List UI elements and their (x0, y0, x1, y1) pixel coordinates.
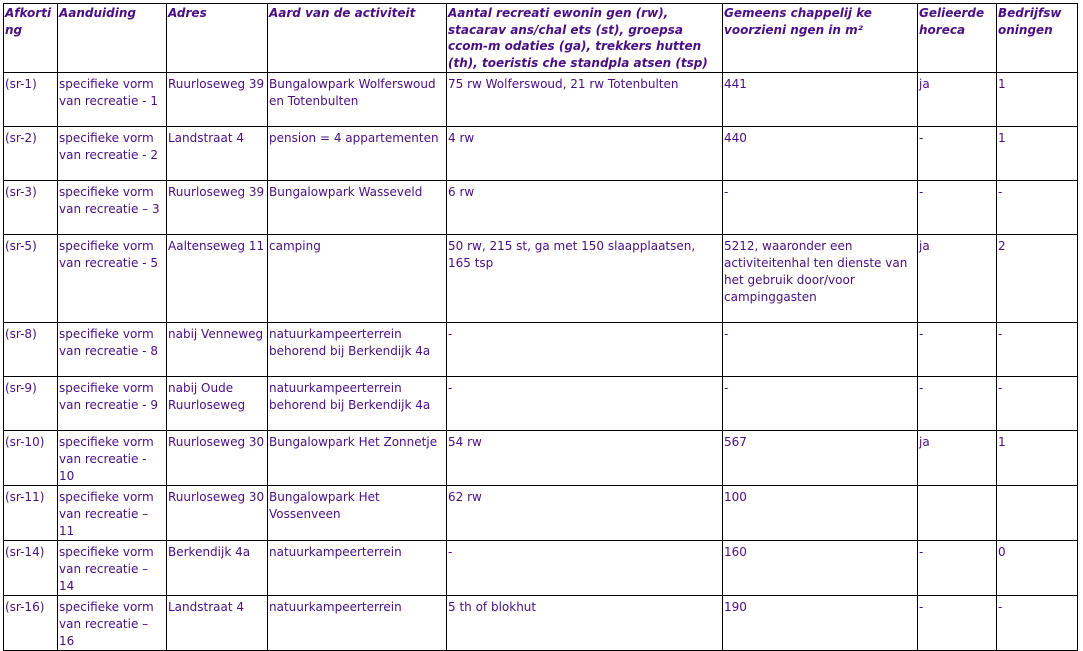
cell-aanduiding: specifieke vorm van recreatie – 3 (58, 181, 167, 235)
cell-adres: Ruurloseweg 39 (167, 181, 268, 235)
header-bedrijfswoningen: Bedrijfsw oningen (997, 4, 1078, 73)
cell-adres: nabij Oude Ruurloseweg (167, 377, 268, 431)
cell-bedrijfswoningen: 1 (997, 431, 1078, 486)
cell-aanduiding: specifieke vorm van recreatie - 2 (58, 127, 167, 181)
cell-voorzieningen: 441 (723, 73, 918, 127)
cell-horeca: - (918, 323, 997, 377)
cell-aanduiding: specifieke vorm van recreatie - 1 (58, 73, 167, 127)
cell-horeca: ja (918, 235, 997, 323)
cell-afkorting: (sr-2) (4, 127, 58, 181)
cell-aard: Bungalowpark Het Vossenveen (268, 486, 447, 541)
cell-aantal: 4 rw (447, 127, 723, 181)
cell-horeca: - (918, 181, 997, 235)
header-voorzieningen: Gemeens chappelij ke voorzieni ngen in m² (723, 4, 918, 73)
header-afkorting: Afkorti ng (4, 4, 58, 73)
cell-aantal: - (447, 323, 723, 377)
cell-voorzieningen: 5212, waaronder een activiteitenhal ten dienste van het gebruik door/voor campinggasten (723, 235, 918, 323)
cell-aanduiding: specifieke vorm van recreatie – 11 (58, 486, 167, 541)
cell-aard: natuurkampeerterrein behorend bij Berkendijk 4a (268, 377, 447, 431)
cell-aanduiding: specifieke vorm van recreatie – 16 (58, 596, 167, 651)
header-aanduiding: Aanduiding (58, 4, 167, 73)
cell-voorzieningen: 190 (723, 596, 918, 651)
cell-aanduiding: specifieke vorm van recreatie – 14 (58, 541, 167, 596)
table-row (4, 235, 1078, 323)
header-aard: Aard van de activiteit (268, 4, 447, 73)
cell-bedrijfswoningen: - (997, 596, 1078, 651)
table-row (4, 486, 1078, 541)
cell-bedrijfswoningen: 0 (997, 541, 1078, 596)
cell-aard: Bungalowpark Wasseveld (268, 181, 447, 235)
cell-aard: natuurkampeerterrein (268, 541, 447, 596)
header-row (4, 4, 1078, 73)
cell-horeca (918, 486, 997, 541)
cell-voorzieningen: 160 (723, 541, 918, 596)
cell-aantal: 6 rw (447, 181, 723, 235)
cell-afkorting: (sr-16) (4, 596, 58, 651)
cell-afkorting: (sr-10) (4, 431, 58, 486)
table-row (4, 596, 1078, 651)
cell-aantal: 62 rw (447, 486, 723, 541)
cell-horeca: - (918, 596, 997, 651)
cell-adres: Berkendijk 4a (167, 541, 268, 596)
cell-horeca: - (918, 127, 997, 181)
cell-aantal: - (447, 541, 723, 596)
cell-aanduiding: specifieke vorm van recreatie - 10 (58, 431, 167, 486)
cell-aanduiding: specifieke vorm van recreatie - 8 (58, 323, 167, 377)
cell-aard: Bungalowpark Wolferswoud en Totenbulten (268, 73, 447, 127)
cell-afkorting: (sr-5) (4, 235, 58, 323)
cell-afkorting: (sr-11) (4, 486, 58, 541)
cell-voorzieningen: 440 (723, 127, 918, 181)
cell-aantal: 54 rw (447, 431, 723, 486)
cell-bedrijfswoningen: 2 (997, 235, 1078, 323)
cell-aard: pension = 4 appartementen (268, 127, 447, 181)
cell-horeca: ja (918, 73, 997, 127)
cell-aard: natuurkampeerterrein behorend bij Berkendijk 4a (268, 323, 447, 377)
cell-aanduiding: specifieke vorm van recreatie - 5 (58, 235, 167, 323)
cell-adres: Ruurloseweg 39 (167, 73, 268, 127)
table-row (4, 73, 1078, 127)
cell-bedrijfswoningen: 1 (997, 127, 1078, 181)
cell-bedrijfswoningen: - (997, 181, 1078, 235)
cell-voorzieningen: - (723, 323, 918, 377)
cell-afkorting: (sr-9) (4, 377, 58, 431)
recreation-table (3, 3, 1078, 651)
cell-horeca: - (918, 377, 997, 431)
header-horeca: Gelieerde horeca (918, 4, 997, 73)
cell-adres: Ruurloseweg 30 (167, 486, 268, 541)
cell-bedrijfswoningen: 1 (997, 73, 1078, 127)
cell-adres: Ruurloseweg 30 (167, 431, 268, 486)
cell-afkorting: (sr-8) (4, 323, 58, 377)
cell-aantal: - (447, 377, 723, 431)
cell-adres: Landstraat 4 (167, 127, 268, 181)
cell-adres: nabij Venneweg (167, 323, 268, 377)
table-row (4, 127, 1078, 181)
cell-aantal: 5 th of blokhut (447, 596, 723, 651)
cell-bedrijfswoningen (997, 486, 1078, 541)
header-adres: Adres (167, 4, 268, 73)
cell-aanduiding: specifieke vorm van recreatie - 9 (58, 377, 167, 431)
table-row (4, 431, 1078, 486)
cell-aantal: 75 rw Wolferswoud, 21 rw Totenbulten (447, 73, 723, 127)
table-row (4, 323, 1078, 377)
cell-voorzieningen: - (723, 377, 918, 431)
table-row (4, 541, 1078, 596)
cell-aard: camping (268, 235, 447, 323)
cell-bedrijfswoningen: - (997, 377, 1078, 431)
cell-voorzieningen: 567 (723, 431, 918, 486)
cell-afkorting: (sr-3) (4, 181, 58, 235)
header-aantal: Aantal recreati ewonin gen (rw), stacarav ans/chal ets (st), groepsa ccom-m odaties (ga), trekkers hutten (th), toeristis che standpla atsen (tsp) (447, 4, 723, 73)
cell-voorzieningen: 100 (723, 486, 918, 541)
cell-bedrijfswoningen: - (997, 323, 1078, 377)
cell-voorzieningen: - (723, 181, 918, 235)
cell-afkorting: (sr-1) (4, 73, 58, 127)
cell-aantal: 50 rw, 215 st, ga met 150 slaapplaatsen, 165 tsp (447, 235, 723, 323)
cell-horeca: - (918, 541, 997, 596)
cell-afkorting: (sr-14) (4, 541, 58, 596)
cell-adres: Landstraat 4 (167, 596, 268, 651)
cell-aard: Bungalowpark Het Zonnetje (268, 431, 447, 486)
cell-horeca: ja (918, 431, 997, 486)
table-row (4, 377, 1078, 431)
cell-adres: Aaltenseweg 11 (167, 235, 268, 323)
table-row (4, 181, 1078, 235)
cell-aard: natuurkampeerterrein (268, 596, 447, 651)
